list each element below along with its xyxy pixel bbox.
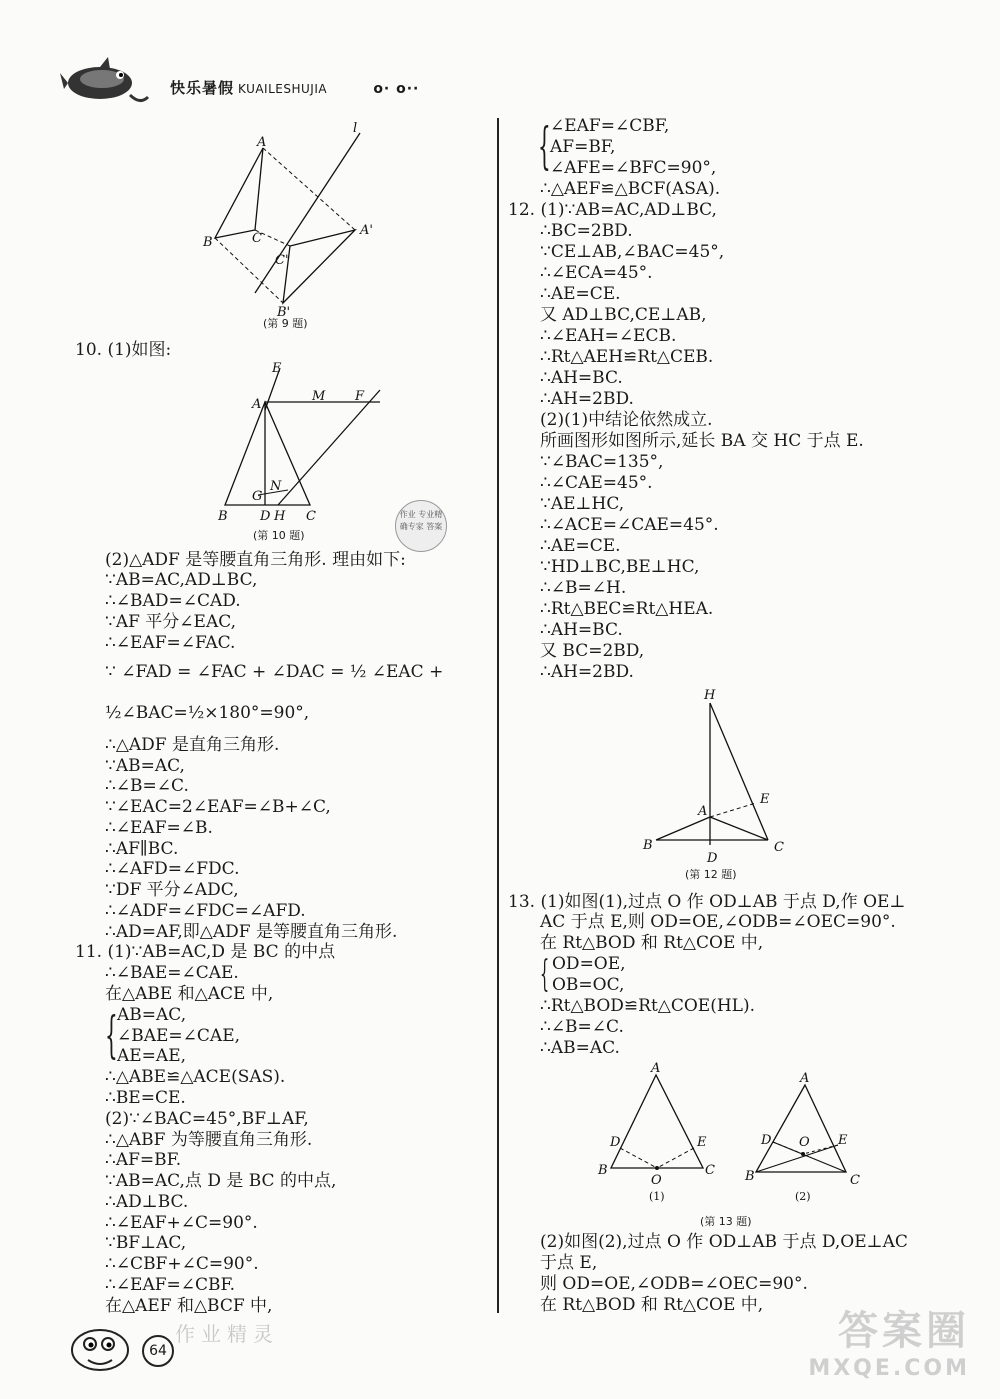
- q11-line: AE=AE,: [117, 1046, 187, 1066]
- q12-line: ∴Rt△BEC≌Rt△HEA.: [540, 599, 714, 619]
- fig13-1-label-D: D: [610, 1135, 621, 1150]
- dolphin-mascot-icon: [60, 55, 150, 110]
- mascot-icon: [60, 1318, 150, 1378]
- q11-line: 11. (1)∵AB=AC,D 是 BC 的中点: [75, 942, 336, 962]
- q11-cont-line: AF=BF,: [550, 137, 616, 157]
- site-watermark: [808, 1299, 970, 1381]
- q11-line: ∵AB=AC,点 D 是 BC 的中点,: [105, 1171, 337, 1191]
- q10-line: ∵AB=AC,AD⊥BC,: [105, 570, 258, 590]
- q11-line: ∴∠EAF+∠C=90°.: [105, 1213, 258, 1233]
- q10-line: (2)△ADF 是等腰直角三角形. 理由如下:: [105, 550, 406, 570]
- q10-line: ∴AF∥BC.: [105, 839, 179, 859]
- label-C-prime: C': [275, 253, 289, 268]
- label-A: A: [257, 135, 267, 150]
- q11-cont-line: ∠AFE=∠BFC=90°,: [550, 158, 717, 178]
- fig13-2-label-D: D: [761, 1133, 772, 1148]
- label-F: F: [355, 389, 365, 404]
- page-number: 64: [142, 1335, 174, 1367]
- stamp-logo: 作业 专业精确专家 答案: [395, 500, 447, 552]
- q12-line: 所画图形如图所示,延长 BA 交 HC 于点 E.: [540, 431, 864, 451]
- q12-line: 12. (1)∵AB=AC,AD⊥BC,: [508, 200, 717, 220]
- watermark-line1: 答案圈: [838, 1308, 970, 1354]
- q11-line: ∴△ABF 为等腰直角三角形.: [105, 1130, 313, 1150]
- q12-line: ∴AH=2BD.: [540, 389, 634, 409]
- brand-cn: 快乐暑假: [170, 79, 235, 97]
- label-E: E: [272, 361, 282, 376]
- caption-fig9: (第 9 题): [263, 317, 308, 330]
- q12-line: ∴∠ACE=∠CAE=45°.: [540, 515, 719, 535]
- label-C: C: [306, 509, 316, 524]
- q11-cont-line: ∠EAF=∠CBF,: [550, 116, 670, 136]
- q11-line: ∴∠EAF=∠CBF.: [105, 1275, 236, 1295]
- label-A-prime: A': [360, 223, 373, 238]
- q11-line: ∵BF⊥AC,: [105, 1233, 187, 1253]
- q13b-line: 在 Rt△BOD 和 Rt△COE 中,: [540, 1295, 764, 1315]
- q13b-line: (2)如图(2),过点 O 作 OD⊥AB 于点 D,OE⊥AC: [540, 1232, 908, 1252]
- q10-line: ∴∠ADF=∠FDC=∠AFD.: [105, 901, 306, 921]
- brace: {: [540, 954, 550, 995]
- q10-line: ∵ ∠FAD = ∠FAC + ∠DAC = ½ ∠EAC +: [105, 662, 444, 682]
- label-G: G: [252, 489, 263, 504]
- q11-cont-line: ∴△AEF≌△BCF(ASA).: [540, 179, 721, 199]
- fig13-sub1: (1): [649, 1190, 665, 1203]
- label-B: B: [643, 838, 653, 853]
- q11-line: ∴BE=CE.: [105, 1088, 186, 1108]
- q11-line: ∴△ABE≌△ACE(SAS).: [105, 1067, 286, 1087]
- fig13-1-label-A: A: [651, 1061, 661, 1076]
- q12-line: (2)(1)中结论依然成立.: [540, 410, 713, 430]
- q10-line: ∴∠EAF=∠FAC.: [105, 633, 236, 653]
- q10-line: ∴AD=AF,即△ADF 是等腰直角三角形.: [105, 922, 398, 942]
- fig13-2-label-A: A: [800, 1071, 810, 1086]
- figure-9: [195, 118, 465, 318]
- brand-dots: o· o··: [373, 81, 420, 97]
- brace: {: [105, 1006, 118, 1064]
- q10-line: ∵∠EAC=2∠EAF=∠B+∠C,: [105, 797, 331, 817]
- q13-line: 在 Rt△BOD 和 Rt△COE 中,: [540, 933, 764, 953]
- q13-line: ∴∠B=∠C.: [540, 1017, 624, 1037]
- q10-line: ∵AF 平分∠EAC,: [105, 612, 237, 632]
- fig13-2-label-O: O: [799, 1135, 810, 1150]
- label-B-prime: B': [277, 305, 291, 318]
- q10-line: ∴∠BAD=∠CAD.: [105, 591, 241, 611]
- q13-line: ∴Rt△BOD≌Rt△COE(HL).: [540, 996, 755, 1016]
- q13b-line: 则 OD=OE,∠ODB=∠OEC=90°.: [540, 1274, 808, 1294]
- label-H: H: [704, 688, 716, 703]
- label-C: C: [252, 231, 262, 246]
- faint-watermark-text: 作业精灵: [175, 1322, 279, 1346]
- q13b-line: 于点 E,: [540, 1253, 598, 1273]
- header: [60, 55, 490, 115]
- q12-line: ∴∠EAH=∠ECB.: [540, 326, 677, 346]
- q12-line: ∴AH=BC.: [540, 368, 623, 388]
- caption-fig10: (第 10 题): [253, 529, 305, 542]
- label-l: l: [353, 121, 358, 136]
- q12-line: ∴Rt△AEH≌Rt△CEB.: [540, 347, 714, 367]
- q10-line: ∵AB=AC,: [105, 756, 185, 776]
- q12-line: ∵AE⊥HC,: [540, 494, 625, 514]
- brand-title: [170, 77, 419, 98]
- q11-line: ∴AF=BF.: [105, 1150, 182, 1170]
- caption-fig13: (第 13 题): [700, 1215, 752, 1228]
- label-M: M: [312, 389, 326, 404]
- fig13-2-label-C: C: [850, 1173, 860, 1188]
- label-D: D: [707, 851, 718, 865]
- label-B: B: [218, 509, 228, 524]
- q12-line: ∴∠ECA=45°.: [540, 263, 653, 283]
- fig13-1-label-B: B: [598, 1163, 608, 1178]
- q10-line: ∵DF 平分∠ADC,: [105, 880, 239, 900]
- q12-line: ∴AH=BC.: [540, 620, 623, 640]
- column-divider: [497, 118, 499, 1313]
- label-A: A: [698, 804, 708, 819]
- q12-line: ∴BC=2BD.: [540, 221, 633, 241]
- q12-line: ∴∠CAE=45°.: [540, 473, 653, 493]
- figure-13: [593, 1060, 883, 1210]
- q12-line: ∴AH=2BD.: [540, 662, 634, 682]
- label-E: E: [760, 792, 770, 807]
- q11-line: AB=AC,: [117, 1005, 187, 1025]
- q11-line: 在△ABE 和△ACE 中,: [105, 984, 274, 1004]
- q10-intro: 10. (1)如图:: [75, 340, 172, 360]
- brace: {: [538, 117, 551, 175]
- watermark-line2: MXQE.COM: [808, 1356, 970, 1381]
- q13-line: OD=OE,: [552, 954, 626, 974]
- q13-line: AC 于点 E,则 OD=OE,∠ODB=∠OEC=90°.: [540, 912, 896, 932]
- q13-line: OB=OC,: [552, 975, 625, 995]
- q10-line: ∴△ADF 是直角三角形.: [105, 735, 280, 755]
- brand-en: KUAILESHUJIA: [238, 82, 328, 96]
- q11-line: 在△AEF 和△BCF 中,: [105, 1296, 273, 1316]
- q12-line: ∵CE⊥AB,∠BAC=45°,: [540, 242, 725, 262]
- fig13-1-label-O: O: [651, 1173, 662, 1188]
- caption-fig12: (第 12 题): [685, 868, 737, 881]
- q12-line: 又 AD⊥BC,CE⊥AB,: [540, 305, 707, 325]
- q10-line: ½∠BAC=½×180°=90°,: [105, 703, 310, 723]
- q12-line: ∴∠B=∠H.: [540, 578, 627, 598]
- q10-line: ∴∠AFD=∠FDC.: [105, 859, 240, 879]
- label-B: B: [203, 235, 213, 250]
- label-N: N: [270, 479, 282, 494]
- fig13-2-label-E: E: [838, 1133, 848, 1148]
- q12-line: ∴AE=CE.: [540, 284, 621, 304]
- q11-line: ∴∠CBF+∠C=90°.: [105, 1254, 259, 1274]
- label-C: C: [774, 840, 784, 855]
- q11-line: ∠BAE=∠CAE,: [117, 1026, 241, 1046]
- label-D: D: [260, 509, 271, 524]
- q12-line: ∵HD⊥BC,BE⊥HC,: [540, 557, 700, 577]
- figure-12: [638, 685, 798, 865]
- q11-line: ∴∠BAE=∠CAE.: [105, 963, 239, 983]
- fig13-1-label-C: C: [705, 1163, 715, 1178]
- q10-line: ∴∠EAF=∠B.: [105, 818, 213, 838]
- label-H: H: [274, 509, 286, 524]
- fig13-1-label-E: E: [697, 1135, 707, 1150]
- q11-line: ∴AD⊥BC.: [105, 1192, 189, 1212]
- q12-line: ∵∠BAC=135°,: [540, 452, 664, 472]
- fig13-sub2: (2): [795, 1190, 811, 1203]
- q13-line: ∴AB=AC.: [540, 1038, 620, 1058]
- q12-line: ∴AE=CE.: [540, 536, 621, 556]
- fig13-2-label-B: B: [745, 1169, 755, 1184]
- label-A: A: [252, 397, 262, 412]
- q11-line: (2)∵∠BAC=45°,BF⊥AF,: [105, 1109, 309, 1129]
- q13-line: 13. (1)如图(1),过点 O 作 OD⊥AB 于点 D,作 OE⊥: [508, 892, 906, 912]
- q10-line: ∴∠B=∠C.: [105, 776, 189, 796]
- q12-line: 又 BC=2BD,: [540, 641, 645, 661]
